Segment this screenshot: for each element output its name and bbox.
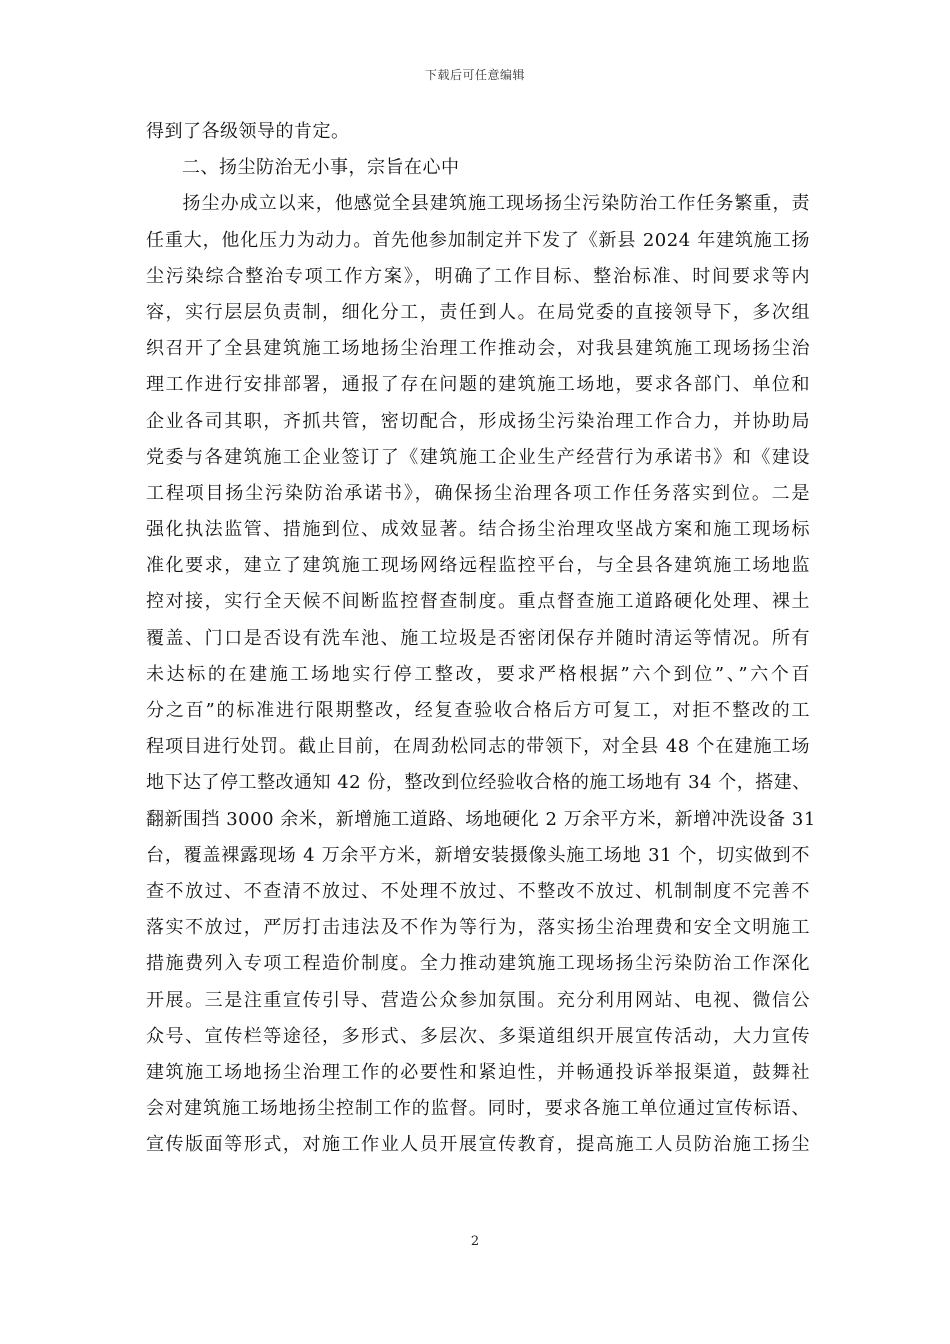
text-line: 工程项目扬尘污染防治承诺书》，确保扬尘治理各项工作任务落实到位。二是 xyxy=(146,482,810,504)
text-line: 分之百”的标准进行限期整改，经复查验收合格后方可复工，对拒不整改的工 xyxy=(146,700,810,721)
text-line: 宣传版面等形式，对施工作业人员开展宣传教育，提高施工人员防治施工扬尘 xyxy=(146,1134,810,1156)
text-line: 台，覆盖裸露现场 4 万余平方米，新增安装摄像头施工场地 31 个，切实做到不 xyxy=(146,844,810,866)
text-line: 企业各司其职，齐抓共管，密切配合，形成扬尘污染治理工作合力，并协助局 xyxy=(146,410,810,432)
text-line: 强化执法监管、措施到位、成效显著。结合扬尘治理攻坚战方案和施工现场标 xyxy=(146,519,810,541)
text-line: 查不放过、不查清不放过、不处理不放过、不整改不放过、机制制度不完善不 xyxy=(146,880,810,902)
text-line: 措施费列入专项工程造价制度。全力推动建筑施工现场扬尘污染防治工作深化 xyxy=(146,953,810,975)
text-line: 建筑施工场地扬尘治理工作的必要性和紧迫性，并畅通投诉举报渠道，鼓舞社 xyxy=(146,1061,810,1083)
text-line: 落实不放过，严厉打击违法及不作为等行为，落实扬尘治理费和安全文明施工 xyxy=(146,917,810,939)
text-line: 任重大，他化压力为动力。首先他参加制定并下发了《新县 2024 年建筑施工扬 xyxy=(146,229,810,251)
text-line: 会对建筑施工场地扬尘控制工作的监督。同时，要求各施工单位通过宣传标语、 xyxy=(146,1098,810,1120)
text-line: 众号、宣传栏等途径，多形式、多层次、多渠道组织开展宣传活动，大力宣传 xyxy=(146,1025,810,1047)
text-line: 织召开了全县建筑施工场地扬尘治理工作推动会，对我县建筑施工现场扬尘治 xyxy=(146,338,810,360)
text-line: 尘污染综合整治专项工作方案》，明确了工作目标、整治标准、时间要求等内 xyxy=(146,265,810,287)
text-line: 二、扬尘防治无小事，宗旨在心中 xyxy=(182,157,460,179)
text-line: 党委与各建筑施工企业签订了《建筑施工企业生产经营行为承诺书》和《建设 xyxy=(146,446,810,468)
text-line: 翻新围挡 3000 余米，新增施工道路、场地硬化 2 万余平方米，新增冲洗设备 31 xyxy=(146,808,816,830)
text-line: 控对接，实行全天候不间断监控督查制度。重点督查施工道路硬化处理、裸土 xyxy=(146,591,810,613)
header-note: 下载后可任意编辑 xyxy=(424,68,525,82)
text-line: 程项目进行处罚。截止目前，在周劲松同志的带领下，对全县 48 个在建施工场 xyxy=(146,736,810,758)
page-number: 2 xyxy=(470,1234,480,1249)
text-line: 扬尘办成立以来，他感觉全县建筑施工现场扬尘污染防治工作任务繁重，责 xyxy=(182,193,810,215)
text-line: 容，实行层层负责制，细化分工，责任到人。在局党委的直接领导下，多次组 xyxy=(146,301,810,323)
text-line: 未达标的在建施工场地实行停工整改，要求严格根据”六个到位”、”六个百 xyxy=(146,663,810,685)
text-line: 地下达了停工整改通知 42 份，整改到位经验收合格的施工场地有 34 个，搭建、 xyxy=(146,772,811,794)
text-line: 开展。三是注重宣传引导、营造公众参加氛围。充分利用网站、电视、微信公 xyxy=(146,989,810,1011)
text-line: 覆盖、门口是否设有洗车池、施工垃圾是否密闭保存并随时清运等情况。所有 xyxy=(146,627,810,649)
text-line: 准化要求，建立了建筑施工现场网络远程监控平台，与全县各建筑施工场地监 xyxy=(146,555,810,577)
text-line: 得到了各级领导的肯定。 xyxy=(146,121,350,142)
body-text xyxy=(146,114,816,1163)
text-line: 理工作进行安排部署，通报了存在问题的建筑施工场地，要求各部门、单位和 xyxy=(146,374,810,396)
